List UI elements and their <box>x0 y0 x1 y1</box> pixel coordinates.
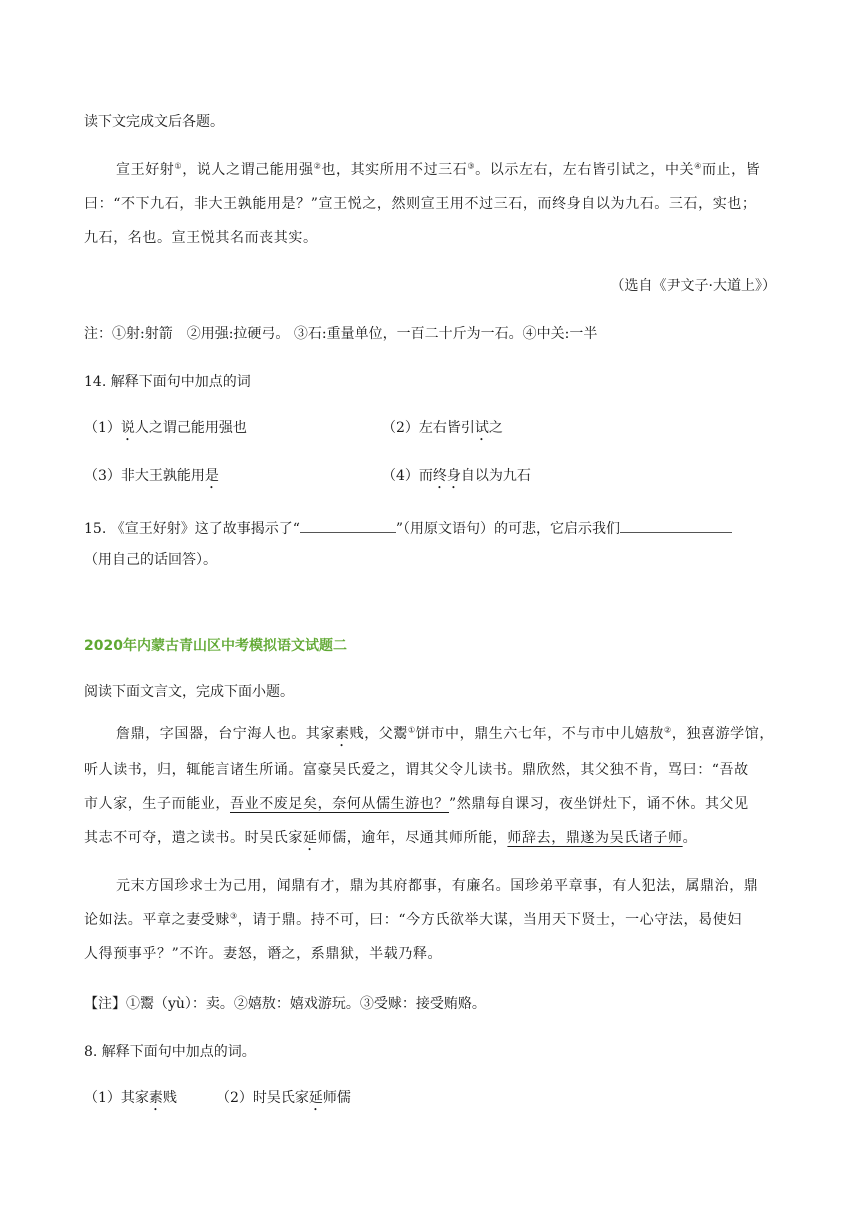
question-14-title: 14. 解释下面句中加点的词 <box>84 374 251 390</box>
question-8-item-2: （2）时吴氏家延师儒 <box>216 1090 351 1106</box>
question-14-item-3: （3）非大王孰能用是 <box>84 468 219 484</box>
answer-blank-1[interactable] <box>300 518 396 533</box>
question-14-item-2: （2）左右皆引试之 <box>382 420 503 436</box>
passage-2-line-4: 其志不可夺，遣之读书。时吴氏家延师儒，逾年，尽通其师所能，师辞去，鼎遂为吴氏诸子师。 <box>84 830 698 846</box>
passage-2-line-1: 詹鼎，字国器，台宁海人也。其家素贱，父鬻①饼市中，鼎生六七年，不与市中儿嬉敖②，独喜游学馆， <box>116 725 774 742</box>
question-14-item-1: （1）说人之谓己能用强也 <box>84 420 247 436</box>
underlined-sentence-2: 师辞去，鼎遂为吴氏诸子师 <box>507 830 683 846</box>
instruction-1: 读下文完成文后各题。 <box>84 114 224 130</box>
question-8-title: 8. 解释下面句中加点的词。 <box>84 1044 256 1060</box>
passage-1-line-3: 九石，名也。宣王悦其名而丧其实。 <box>84 230 318 246</box>
footnote-ref-4: ④ <box>694 161 702 171</box>
passage-3-line-1: 元末方国珍求士为己用，闻鼎有才，鼎为其府都事，有廉名。国珍弟平章事，有人犯法，属鼎治，鼎 <box>116 878 759 894</box>
footnote-ref-3: ③ <box>467 161 476 171</box>
notes-2: 【注】①鬻（yù）：卖。②嬉敖：嬉戏游玩。③受赇：接受贿赂。 <box>84 996 486 1012</box>
footnote-ref-3b: ③ <box>230 911 238 921</box>
notes-1: 注：①射:射箭 ②用强:拉硬弓。 ③石:重量单位，一百二十斤为一石。④中关:一半 <box>84 326 598 342</box>
underlined-sentence-1: 吾业不废足矣，奈何从儒生游也？ <box>230 796 449 812</box>
passage-2-line-3: 市人家，生子而能业，吾业不废足矣，奈何从儒生游也？”然鼎每自课习，夜坐饼灶下，诵不休。其父见 <box>84 796 749 812</box>
question-15-line-1: 15. 《宣王好射》这了故事揭示了“ ”（用原文语句）的可悲，它启示我们 <box>84 518 732 539</box>
footnote-ref-2: ② <box>313 161 322 171</box>
passage-2-line-2: 听人读书，归，辄能言诸生所诵。富豪吴氏爱之，谓其父令儿读书。鼎欣然，其父独不肯，骂曰：“吾故 <box>84 762 749 778</box>
question-15-line-2: （用自己的话回答）。 <box>84 552 217 568</box>
answer-blank-2[interactable] <box>620 518 732 533</box>
footnote-ref-1b: ① <box>408 725 416 735</box>
passage-1-line-1: 宣王好射①，说人之谓己能用强②也，其实所用不过三石③。以示左右，左右皆引试之，中关④而止，皆 <box>116 161 761 178</box>
passage-3-line-2: 论如法。平章之妻受赇③，请于鼎。持不可，曰：“今方氏欲举大谋，当用天下贤士，一心守法，曷使妇 <box>84 911 742 928</box>
footnote-ref-2b: ② <box>664 725 672 735</box>
section-heading: 2020年内蒙古青山区中考模拟语文试题二 <box>84 638 347 654</box>
source-citation: （选自《尹文子·大道上》） <box>610 278 776 294</box>
footnote-ref-1: ① <box>174 161 183 171</box>
question-14-item-4: （4）而终身自以为九石 <box>382 468 531 484</box>
instruction-2: 阅读下面文言文，完成下面小题。 <box>84 684 294 700</box>
question-8-item-1: （1）其家素贱 <box>84 1090 177 1106</box>
passage-3-line-3: 人得预事乎？”不许。妻怒，谮之，系鼎狱，半载乃释。 <box>84 946 443 962</box>
passage-1-line-2: 曰：“不下九石，非大王孰能用是？”宣王悦之，然则宣王用不过三石，而终身自以为九石。三石，实也； <box>84 196 757 212</box>
